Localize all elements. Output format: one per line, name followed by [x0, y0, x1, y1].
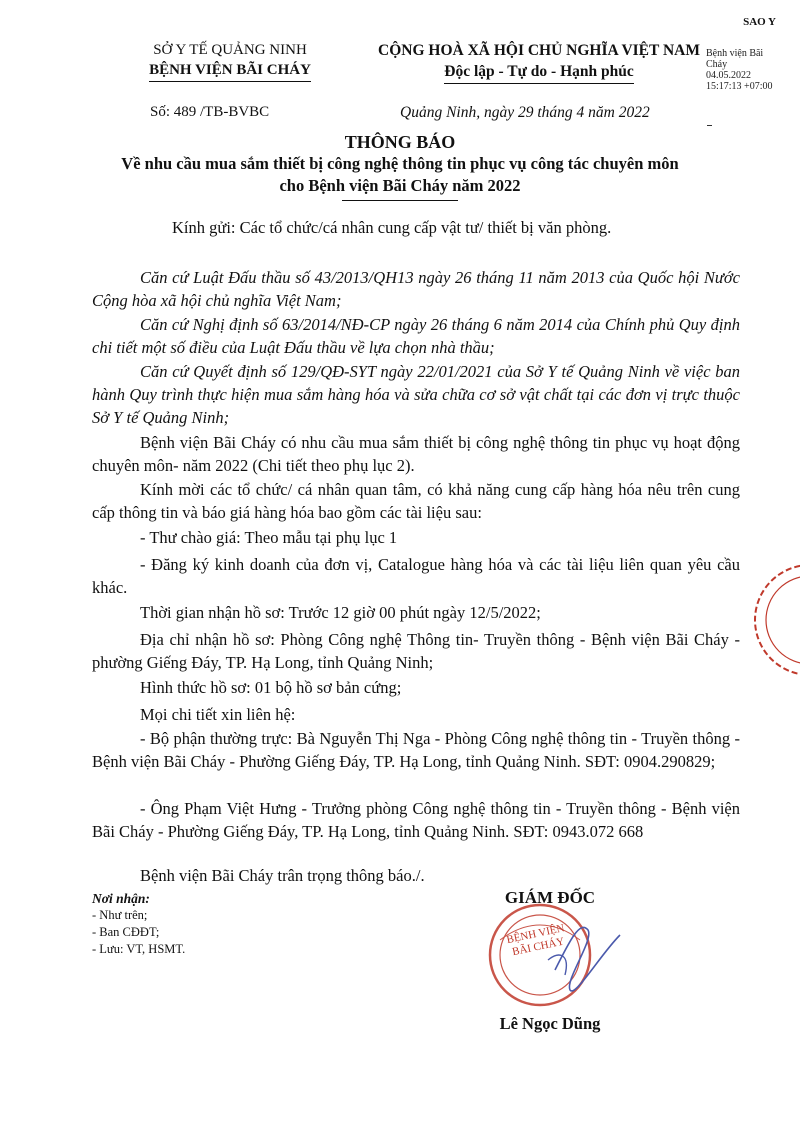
- recipient-line: Kính gửi: Các tổ chức/cá nhân cung cấp vật tư/ thiết bị văn phòng.: [172, 218, 612, 237]
- nation-header: [352, 40, 726, 84]
- place-date: Quảng Ninh, ngày 29 tháng 4 năm 2022: [400, 104, 650, 121]
- org-name: BỆNH VIỆN BÃI CHÁY: [110, 60, 350, 82]
- paragraph-legal-basis-2: Căn cứ Nghị định số 63/2014/NĐ-CP ngày 26 tháng 6 năm 2014 của Chính phủ Quy định chi tiết một số điều của Luật Đấu thầu về lựa chọn nhà thầu;: [92, 315, 740, 357]
- notice-subtitle-line-2: cho Bệnh viện Bãi Cháy năm 2022: [279, 176, 521, 195]
- recipient-item: - Như trên;: [92, 908, 148, 922]
- signer-title: GIÁM ĐỐC: [504, 888, 596, 907]
- paragraph-contact-2: - Ông Phạm Việt Hưng - Trưởng phòng Công nghệ thông tin - Truyền thông - Bệnh viện Bãi Cháy - Phường Giếng Đáy, TP. Hạ Long, tỉnh Quảng Ninh. SĐT: 0943.072 668: [92, 799, 740, 841]
- paragraph-invitation: Kính mời các tổ chức/ cá nhân quan tâm, có khả năng cung cấp hàng hóa nêu trên cung cấp thông tin và báo giá hàng hóa bao gồm các tài liệu sau:: [92, 480, 740, 522]
- paragraph-legal-basis-3: Căn cứ Quyết định số 129/QĐ-SYT ngày 22/01/2021 của Sở Y tế Quảng Ninh về việc ban hành Quy trình thực hiện mua sắm hàng hóa và sửa chữa cơ sở vật chất tại các đơn vị trực thuộc Sở Y tế Quảng Ninh;: [92, 362, 740, 427]
- margin-seal-fragment: [740, 555, 800, 685]
- signature-line-4: 15:17:13 +07:00: [706, 81, 773, 92]
- signature-line-3: 04.05.2022: [706, 70, 751, 81]
- paragraph-contact-intro: Mọi chi tiết xin liên hệ:: [140, 705, 296, 724]
- title-underline: [342, 200, 458, 201]
- paragraph-address: Địa chỉ nhận hồ sơ: Phòng Công nghệ Thông tin- Truyền thông - Bệnh viện Bãi Cháy - phường Giếng Đáy, TP. Hạ Long, tỉnh Quảng Ninh;: [92, 630, 740, 672]
- paragraph-need: Bệnh viện Bãi Cháy có nhu cầu mua sắm thiết bị công nghệ thông tin phục vụ hoạt động chuyên môn- năm 2022 (Chi tiết theo phụ lục 2).: [92, 433, 740, 475]
- signer-name: Lê Ngọc Dũng: [499, 1014, 601, 1033]
- paragraph-format: Hình thức hồ sơ: 01 bộ hồ sơ bản cứng;: [140, 678, 402, 697]
- org-header: [110, 40, 350, 82]
- paragraph-deadline: Thời gian nhận hồ sơ: Trước 12 giờ 00 phút ngày 12/5/2022;: [140, 603, 541, 622]
- recipient-item: - Lưu: VT, HSMT.: [92, 942, 186, 956]
- notice-subtitle-line-1: Về nhu cầu mua sắm thiết bị công nghệ thông tin phục vụ công tác chuyên môn: [121, 154, 679, 173]
- parent-org: SỞ Y TẾ QUẢNG NINH: [153, 42, 307, 58]
- recipients-heading: Nơi nhận:: [92, 891, 150, 906]
- recipients-block: [92, 890, 185, 958]
- paragraph-legal-basis-1: Căn cứ Luật Đấu thầu số 43/2013/QH13 ngày 26 tháng 11 năm 2013 của Quốc hội Nước Cộng hòa xã hội chủ nghĩa Việt Nam;: [92, 268, 740, 310]
- margin-mark: [707, 125, 712, 126]
- paragraph-closing: Bệnh viện Bãi Cháy trân trọng thông báo./.: [140, 866, 425, 885]
- signature-line-1: Bệnh viện Bãi: [706, 48, 764, 59]
- document-number: Số: 489 /TB-BVBC: [150, 104, 270, 120]
- paragraph-business-docs: - Đăng ký kinh doanh của đơn vị, Catalogue hàng hóa và các tài liệu liên quan yêu cầu khác.: [92, 555, 740, 597]
- seal-text: BỆNH VIỆN BÃI CHÁY: [505, 922, 566, 959]
- paragraph-contact-1: - Bộ phận thường trực: Bà Nguyễn Thị Nga - Phòng Công nghệ thông tin - Truyền thông - Bệnh viện Bãi Cháy - Phường Giếng Đáy, TP. Hạ Long, tỉnh Quảng Ninh. SĐT: 0904.290829;: [92, 729, 740, 771]
- signature-line-2: Cháy: [706, 59, 728, 70]
- paragraph-quote-form: - Thư chào giá: Theo mẫu tại phụ lục 1: [140, 528, 398, 547]
- notice-title: THÔNG BÁO: [344, 132, 456, 152]
- official-seal: [470, 900, 630, 1010]
- nation-motto: Độc lập - Tự do - Hạnh phúc: [352, 61, 726, 84]
- copy-mark: SAO Y: [743, 16, 776, 28]
- nation-title: CỘNG HOÀ XÃ HỘI CHỦ NGHĨA VIỆT NAM: [378, 42, 700, 59]
- notice-subtitle: [60, 153, 740, 197]
- recipient-item: - Ban CĐĐT;: [92, 925, 160, 939]
